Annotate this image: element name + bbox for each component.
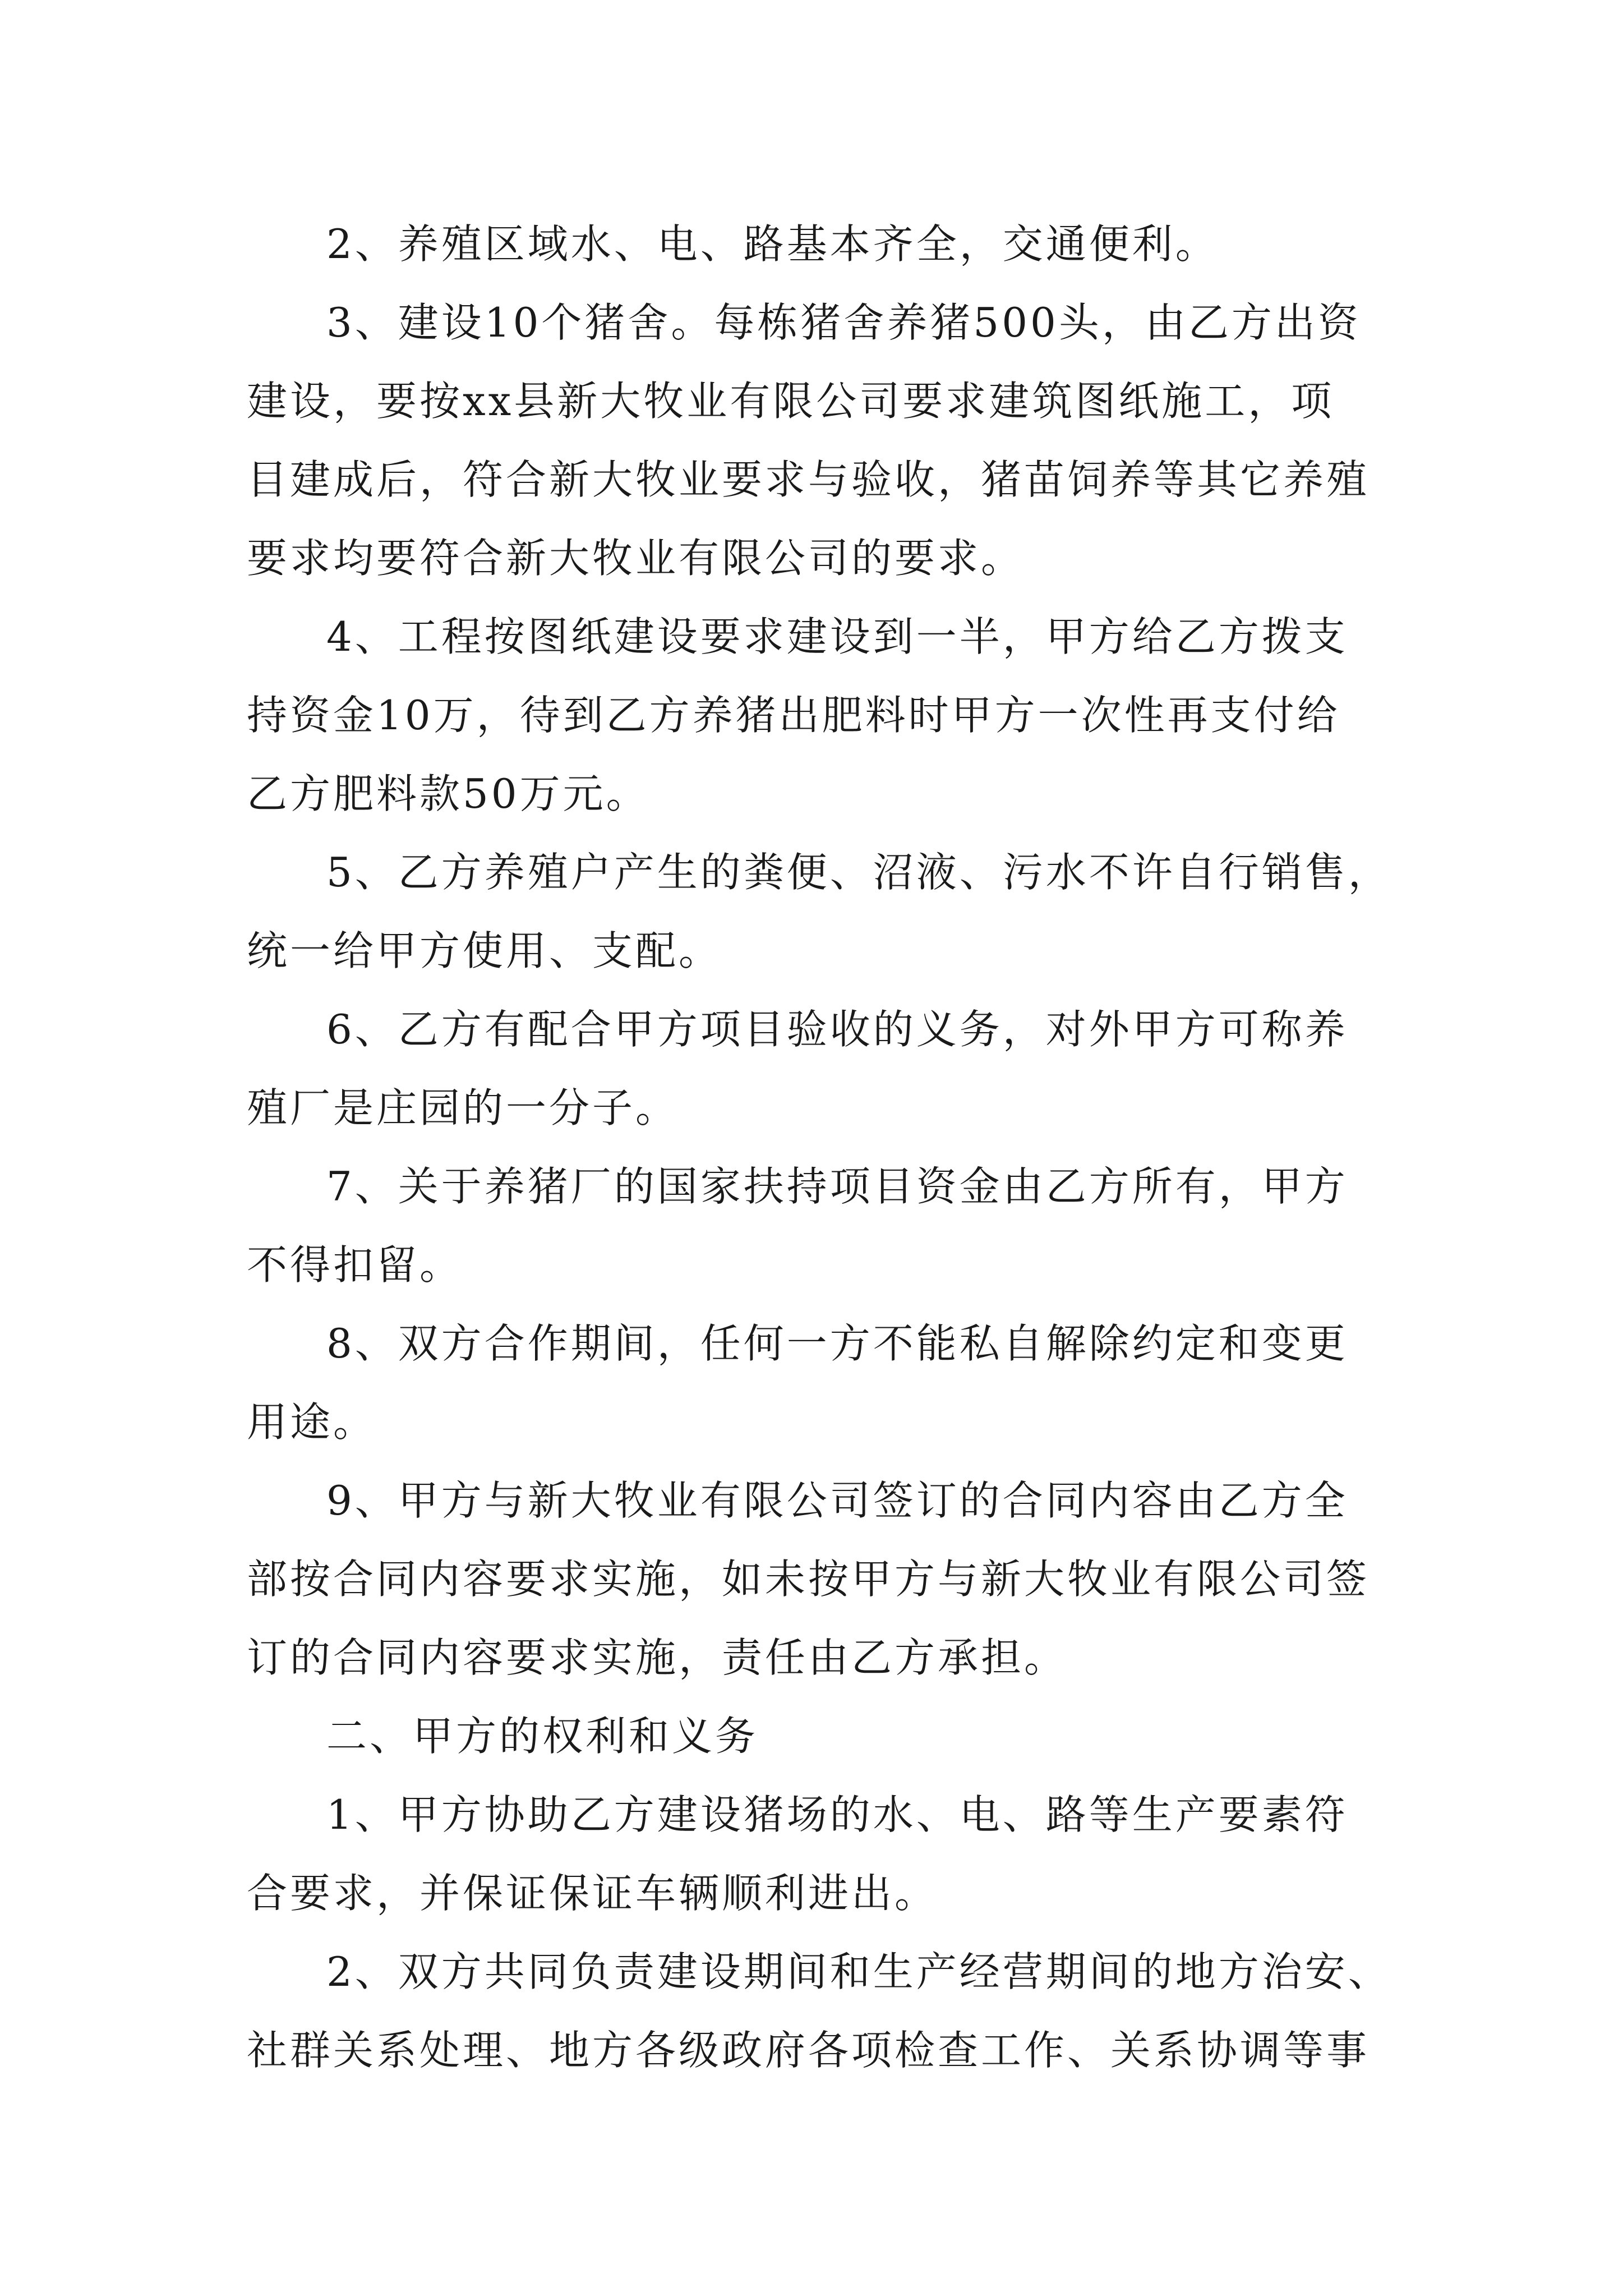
paragraph-3-line-2: 建设，要按xx县新大牧业有限公司要求建筑图纸施工，项 xyxy=(247,378,1335,425)
paragraph-9-line-2: 部按合同内容要求实施，如未按甲方与新大牧业有限公司签 xyxy=(247,1556,1370,1603)
paragraph-9-line-1: 9、甲方与新大牧业有限公司签订的合同内容由乙方全 xyxy=(326,1477,1348,1524)
party-a-item-2-line-2: 社群关系处理、地方各级政府各项检查工作、关系协调等事 xyxy=(247,2027,1370,2074)
paragraph-7-line-1: 7、关于养猪厂的国家扶持项目资金由乙方所有，甲方 xyxy=(326,1163,1348,1210)
party-a-item-1-line-2: 合要求，并保证保证车辆顺利进出。 xyxy=(247,1870,938,1917)
paragraph-9-line-3: 订的合同内容要求实施，责任由乙方承担。 xyxy=(247,1634,1068,1681)
paragraph-7-line-2: 不得扣留。 xyxy=(247,1241,463,1289)
paragraph-2-line-1: 2、养殖区域水、电、路基本齐全，交通便利。 xyxy=(326,220,1219,268)
paragraph-5-line-1: 5、乙方养殖户产生的粪便、沼液、污水不许自行销售， xyxy=(326,849,1391,896)
paragraph-3-line-4: 要求均要符合新大牧业有限公司的要求。 xyxy=(247,535,1025,582)
paragraph-4-line-3: 乙方肥料款50万元。 xyxy=(247,770,649,817)
paragraph-6-line-1: 6、乙方有配合甲方项目验收的义务，对外甲方可称养 xyxy=(326,1006,1348,1053)
paragraph-8-line-2: 用途。 xyxy=(247,1398,377,1446)
paragraph-5-line-2: 统一给甲方使用、支配。 xyxy=(247,927,722,974)
paragraph-8-line-1: 8、双方合作期间，任何一方不能私自解除约定和变更 xyxy=(326,1320,1348,1367)
paragraph-4-line-2: 持资金10万，待到乙方养猪出肥料时甲方一次性再支付给 xyxy=(247,692,1340,739)
paragraph-4-line-1: 4、工程按图纸建设要求建设到一半，甲方给乙方拨支 xyxy=(326,613,1348,660)
section-heading-party-a-rights: 二、甲方的权利和义务 xyxy=(326,1713,759,1760)
paragraph-3-line-3: 目建成后，符合新大牧业要求与验收，猪苗饲养等其它养殖 xyxy=(247,456,1370,503)
party-a-item-2-line-1: 2、双方共同负责建设期间和生产经营期间的地方治安、 xyxy=(326,1948,1391,1995)
party-a-item-1-line-1: 1、甲方协助乙方建设猪场的水、电、路等生产要素符 xyxy=(326,1791,1348,1838)
paragraph-6-line-2: 殖厂是庄园的一分子。 xyxy=(247,1084,679,1131)
paragraph-3-line-1: 3、建设10个猪舍。每栋猪舍养猪500头，由乙方出资 xyxy=(326,299,1361,346)
